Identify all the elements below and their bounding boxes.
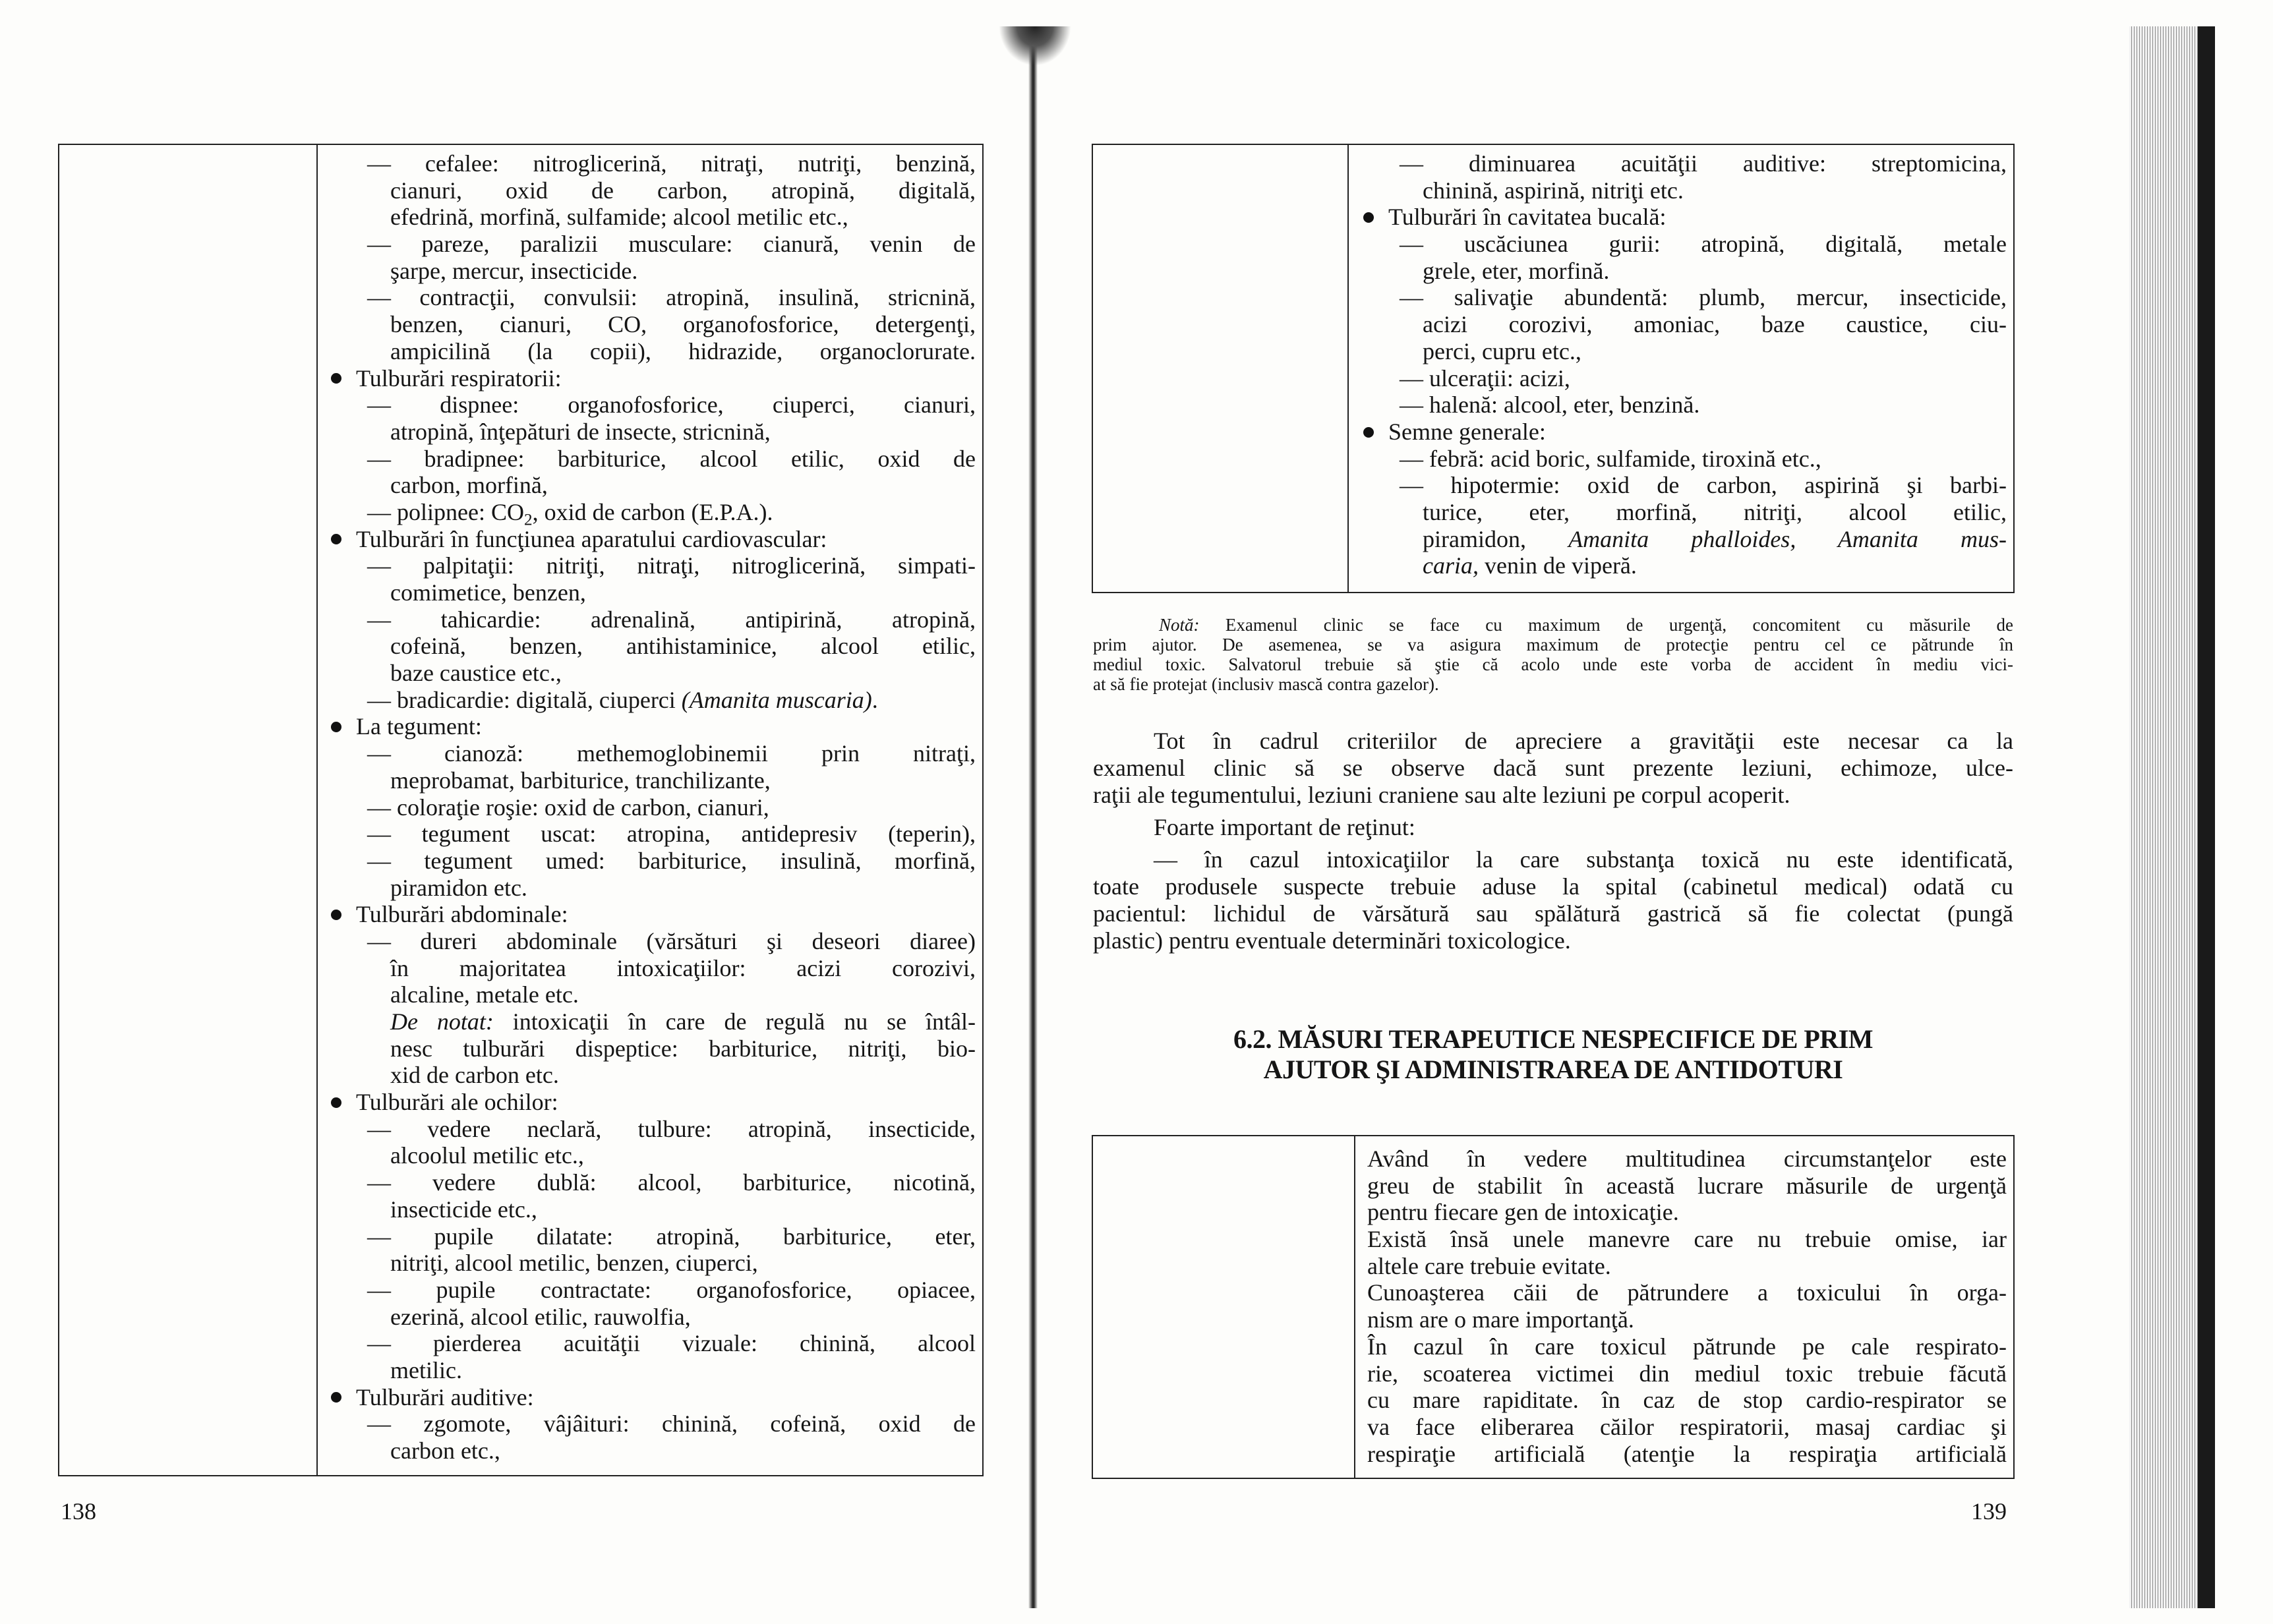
dash-item-line (331, 821, 976, 848)
right-top-column-divider (1347, 145, 1349, 592)
dash-item-line (1363, 365, 2007, 392)
line-text: De notat: intoxicaţii în care de regulă nu se întâl- (390, 1008, 976, 1035)
body-paragraphs (1093, 728, 2013, 954)
box-paragraph-line-text: Cunoaşterea căii de pătrundere a toxicului în orga- (1367, 1279, 2007, 1306)
box-paragraph-line (1367, 1253, 2007, 1280)
line-text: — pierderea acuităţii vizuale: chinină, alcool (367, 1330, 976, 1357)
continuation-line (331, 875, 976, 902)
page-number-left: 138 (61, 1498, 96, 1524)
box-paragraph-line (1367, 1173, 2007, 1200)
box-paragraph-line-text: greu de stabilit în această lucrare măsurile de urgenţă (1367, 1172, 2007, 1199)
line-text: — polipnee: $CO_2$, oxid de carbon (E.P.A.). (367, 498, 773, 529)
line-text: — salivaţie abundentă: plumb, mercur, insecticide, (1400, 284, 2007, 311)
line-text: xid de carbon etc. (390, 1062, 559, 1089)
dash-item-line (1363, 446, 2007, 473)
line-text: — uscăciunea gurii: atropină, digitală, metale (1400, 231, 2007, 258)
continuation-line (331, 419, 976, 446)
dash-item-line (331, 1330, 976, 1357)
line-text: benzen, cianuri, CO, organofosforice, detergenţi, (390, 311, 976, 338)
bullet-heading (331, 901, 976, 928)
line-text: carbon, morfină, (390, 472, 548, 499)
continuation-line (331, 1357, 976, 1384)
continuation-line (331, 767, 976, 794)
box-paragraph-line-text: nism are o mare importanţă. (1367, 1306, 1634, 1333)
line-text: ampicilină (la copii), hidrazide, organoclorurate. (390, 337, 976, 364)
continuation-line (331, 660, 976, 687)
bullet-heading-text: Tulburări respiratorii: (356, 364, 562, 392)
bullet-heading (331, 713, 976, 740)
note-line (1093, 635, 2013, 654)
bullet-heading-text: Semne generale: (1388, 418, 1546, 445)
dash-item-line (331, 498, 976, 529)
note-line (1093, 654, 2013, 674)
note-line-text: at să fie protejat (inclusiv mască contra gazelor). (1093, 674, 1439, 694)
line-text: cianuri, oxid de carbon, atropină, digitală, (390, 177, 976, 204)
line-text: cofeină, benzen, antihistaminice, alcool etilic, (390, 633, 976, 660)
dash-item-line (331, 392, 976, 419)
dash-item-line (331, 231, 976, 258)
dash-item-line (331, 284, 976, 311)
dash-item-line (331, 928, 976, 955)
body-line (1093, 728, 2013, 755)
line-text: — tegument uscat: atropina, antidepresiv (teperin), (367, 821, 976, 848)
line-text: insecticide etc., (390, 1196, 537, 1223)
page-edges (2129, 26, 2215, 1608)
continuation-line (331, 579, 976, 606)
continuation-line (331, 1008, 976, 1035)
bullet-heading-text: Tulburări auditive: (356, 1383, 534, 1410)
dash-item-line (331, 1277, 976, 1304)
dash-item-line (331, 687, 976, 714)
dash-item-line (331, 446, 976, 473)
bullet-icon (1363, 212, 1374, 223)
bullet-icon (1363, 427, 1374, 438)
line-text: — pupile dilatate: atropină, barbiturice, eter, (367, 1223, 976, 1250)
box-paragraph-line-text: În cazul în care toxicul pătrunde pe cale respirato- (1367, 1333, 2007, 1360)
bullet-heading (1363, 204, 2007, 231)
line-text: grele, eter, morfină. (1423, 257, 1610, 284)
dash-item-line (331, 848, 976, 875)
right-bottom-content (1367, 1146, 2007, 1467)
continuation-line (331, 311, 976, 338)
line-text: nesc tulburări dispeptice: barbiturice, nitriţi, bio- (390, 1035, 976, 1062)
bullet-icon (331, 1392, 341, 1403)
line-text: efedrină, morfină, sulfamide; alcool metilic etc., (390, 204, 848, 231)
right-bottom-column-divider (1354, 1136, 1355, 1478)
body-line-text: toate produsele suspecte trebuie aduse la spital (cabinetul medical) odată cu (1093, 873, 2013, 900)
continuation-line (331, 472, 976, 499)
line-text: piramidon etc. (390, 874, 527, 901)
line-text: — cefalee: nitroglicerină, nitraţi, nutriţi, benzină, (367, 150, 976, 177)
line-text: — dispnee: organofosforice, ciuperci, cianuri, (367, 392, 976, 419)
box-paragraph-line (1367, 1414, 2007, 1441)
line-text: ezerină, alcool etilic, rauwolfia, (390, 1303, 691, 1330)
continuation-line (1363, 526, 2007, 553)
box-paragraph-line-text: Există însă unele manevre care nu trebuie omise, iar (1367, 1226, 2007, 1253)
line-text: — dureri abdominale (vărsături şi deseori diaree) (367, 927, 976, 954)
dash-item-line (331, 794, 976, 821)
dash-item-line (1363, 392, 2007, 419)
note-block (1093, 615, 2013, 694)
box-paragraph-line (1367, 1146, 2007, 1173)
box-paragraph-line (1367, 1441, 2007, 1468)
line-text: meprobamat, barbiturice, tranchilizante, (390, 767, 771, 794)
bullet-heading-text: Tulburări în cavitatea bucală: (1388, 204, 1667, 231)
line-text: — halenă: alcool, eter, benzină. (1400, 392, 1700, 419)
body-line-text: pacientul: lichidul de vărsătură sau spălătură gastrică să fie colectat (pungă (1093, 900, 2013, 927)
left-column-divider (316, 145, 318, 1475)
dash-item-line (1363, 472, 2007, 499)
body-line (1093, 927, 2013, 954)
line-text: şarpe, mercur, insecticide. (390, 257, 638, 284)
line-text: caria, venin de viperă. (1423, 552, 1637, 579)
bullet-heading-text: Tulburări în funcţiunea aparatului cardiovascular: (356, 525, 827, 552)
continuation-line (331, 633, 976, 660)
dash-item-line (1363, 231, 2007, 258)
box-paragraph-line-text: cu mare rapiditate. în caz de stop cardio-respirator se (1367, 1387, 2007, 1414)
body-line (1093, 814, 2013, 841)
dash-item-line (1363, 150, 2007, 177)
line-text: — contracţii, convulsii: atropină, insulină, stricnină, (367, 284, 976, 311)
continuation-line (331, 1437, 976, 1464)
line-text: — pupile contractate: organofosforice, opiacee, (367, 1276, 976, 1303)
note-line (1093, 615, 2013, 635)
line-text: — palpitaţii: nitriţi, nitraţi, nitroglicerină, simpati- (367, 552, 976, 579)
bullet-icon (331, 534, 341, 544)
box-paragraph-line (1367, 1387, 2007, 1414)
continuation-line (331, 1196, 976, 1223)
box-paragraph-line (1367, 1360, 2007, 1387)
continuation-line (331, 177, 976, 204)
line-text: acizi corozivi, amoniac, baze caustice, ciu- (1423, 311, 2007, 338)
continuation-line (331, 955, 976, 982)
line-text: alcoolul metilic etc., (390, 1142, 584, 1169)
body-line-text: examenul clinic să se observe dacă sunt prezente leziuni, echimoze, ulce- (1093, 755, 2013, 781)
dash-item-line (331, 1116, 976, 1143)
line-text: perci, cupru etc., (1423, 337, 1581, 364)
line-text: atropină, înţepături de insecte, stricnină, (390, 418, 771, 445)
dash-item-line (331, 1169, 976, 1196)
bullet-icon (331, 1097, 341, 1108)
box-paragraph-line (1367, 1279, 2007, 1306)
line-text: piramidon, Amanita phalloides, Amanita mus- (1423, 525, 2007, 552)
bullet-icon (331, 722, 341, 732)
box-paragraph-line (1367, 1306, 2007, 1333)
spine-shadow (999, 26, 1071, 66)
line-text: — tahicardie: adrenalină, antipirină, atropină, (367, 606, 976, 633)
line-text: — vedere dublă: alcool, barbiturice, nicotină, (367, 1169, 976, 1196)
continuation-line (331, 1035, 976, 1062)
bullet-heading-text: La tegument: (356, 713, 482, 740)
box-paragraph-line (1367, 1226, 2007, 1253)
line-text: metilic. (390, 1356, 462, 1383)
bullet-heading (331, 365, 976, 392)
line-text: — pareze, paralizii musculare: cianură, venin de (367, 231, 976, 258)
dash-item-line (331, 150, 976, 177)
section-heading-line-1: 6.2. MĂSURI TERAPEUTICE NESPECIFICE DE PRIM (1233, 1024, 1874, 1054)
line-text: chinină, aspirină, nitriţi etc. (1423, 177, 1684, 204)
line-text: — zgomote, vâjâituri: chinină, cofeină, oxid de (367, 1410, 976, 1437)
dash-item-line (331, 552, 976, 579)
book-spine (1028, 26, 1038, 1608)
line-text: baze caustice etc., (390, 660, 562, 687)
continuation-line (331, 338, 976, 365)
dash-item-line (1363, 284, 2007, 311)
line-text: nitriţi, alcool metilic, benzen, ciuperci, (390, 1250, 758, 1277)
page-number-right: 139 (1971, 1498, 2007, 1524)
line-text: — ulceraţii: acizi, (1400, 364, 1570, 392)
dash-item-line (331, 1410, 976, 1437)
box-paragraph-line (1367, 1333, 2007, 1360)
bullet-heading (331, 1384, 976, 1411)
bullet-heading (331, 526, 976, 553)
note-line (1093, 674, 2013, 694)
box-paragraph-line-text: rie, scoaterea victimei din mediul toxic trebuie făcută (1367, 1360, 2007, 1387)
line-text: comimetice, benzen, (390, 579, 586, 606)
right-top-content (1363, 150, 2007, 579)
dash-item-line (331, 606, 976, 633)
bullet-icon (331, 910, 341, 920)
body-line (1093, 873, 2013, 900)
line-text: — hipotermie: oxid de carbon, aspirină şi barbi- (1400, 472, 2007, 499)
line-text: carbon etc., (390, 1437, 500, 1464)
continuation-line (331, 1062, 976, 1089)
dash-item-line (331, 1223, 976, 1250)
box-paragraph-line-text: va face eliberarea căilor respiratorii, masaj cardiac şi (1367, 1413, 2007, 1440)
box-paragraph-line-text: altele care trebuie evitate. (1367, 1252, 1611, 1279)
body-line-text: Foarte important de reţinut: (1154, 814, 1415, 840)
line-text: în majoritatea intoxicaţiilor: acizi corozivi, (390, 954, 976, 981)
note-line-text: Notă: Examenul clinic se face cu maximum de urgenţă, concomitent cu măsurile de (1159, 615, 2013, 635)
body-line (1093, 846, 2013, 873)
box-paragraph-line-text: respiraţie artificială (atenţie la respiraţia artificială (1367, 1440, 2007, 1467)
continuation-line (1363, 258, 2007, 285)
continuation-line (1363, 338, 2007, 365)
continuation-line (331, 1250, 976, 1277)
line-text: — tegument umed: barbiturice, insulină, morfină, (367, 847, 976, 874)
box-paragraph-line-text: pentru fiecare gen de intoxicaţie. (1367, 1199, 1679, 1226)
continuation-line (331, 981, 976, 1008)
line-text: — cianoză: methemoglobinemii prin nitraţi, (367, 740, 976, 767)
body-line-text: raţii ale tegumentului, leziuni craniene sau alte leziuni pe corpul acoperit. (1093, 782, 1790, 808)
left-page-content (331, 150, 976, 1464)
body-line-text: plastic) pentru eventuale determinări toxicologice. (1093, 927, 1571, 954)
bullet-heading (331, 1089, 976, 1116)
continuation-line (1363, 177, 2007, 204)
body-line-text: — în cazul intoxicaţiilor la care substanţa toxică nu este identificată, (1154, 846, 2013, 873)
bullet-icon (331, 373, 341, 384)
body-line (1093, 755, 2013, 782)
line-text: — bradipnee: barbiturice, alcool etilic, oxid de (367, 445, 976, 472)
line-text: — vedere neclară, tulbure: atropină, insecticide, (367, 1115, 976, 1142)
note-line-text: prim ajutor. De asemenea, se va asigura maximum de protecţie pentru cel ce pătrunde în (1093, 635, 2013, 654)
continuation-line (331, 1304, 976, 1331)
continuation-line (331, 258, 976, 285)
body-line (1093, 900, 2013, 927)
line-text: — coloraţie roşie: oxid de carbon, cianuri, (367, 794, 769, 821)
continuation-line (331, 1142, 976, 1169)
continuation-line (331, 204, 976, 231)
line-text: turice, eter, morfină, nitriţi, alcool etilic, (1423, 498, 2007, 525)
note-line-text: mediul toxic. Salvatorul trebuie să ştie că acolo unde este vorba de accident în mediu vici- (1093, 654, 2013, 674)
bullet-heading-text: Tulburări ale ochilor: (356, 1089, 558, 1116)
continuation-line (1363, 311, 2007, 338)
dash-item-line (331, 740, 976, 767)
continuation-line (1363, 499, 2007, 526)
body-line-text: Tot în cadrul criteriilor de apreciere a gravităţii este necesar ca la (1154, 728, 2013, 754)
section-heading-line-2: AJUTOR ŞI ADMINISTRAREA DE ANTIDOTURI (1263, 1055, 1843, 1084)
body-line (1093, 782, 2013, 809)
line-text: — febră: acid boric, sulfamide, tiroxină etc., (1400, 445, 1821, 472)
box-paragraph-line (1367, 1199, 2007, 1226)
section-heading (1093, 1024, 2013, 1085)
line-text: — bradicardie: digitală, ciuperci (Amanita muscaria). (367, 686, 878, 713)
continuation-line (1363, 552, 2007, 579)
line-text: alcaline, metale etc. (390, 981, 579, 1008)
bullet-heading (1363, 419, 2007, 446)
box-paragraph-line-text: Având în vedere multitudinea circumstanţelor este (1367, 1146, 2007, 1172)
bullet-heading-text: Tulburări abdominale: (356, 901, 568, 928)
line-text: — diminuarea acuităţii auditive: streptomicina, (1400, 150, 2007, 177)
